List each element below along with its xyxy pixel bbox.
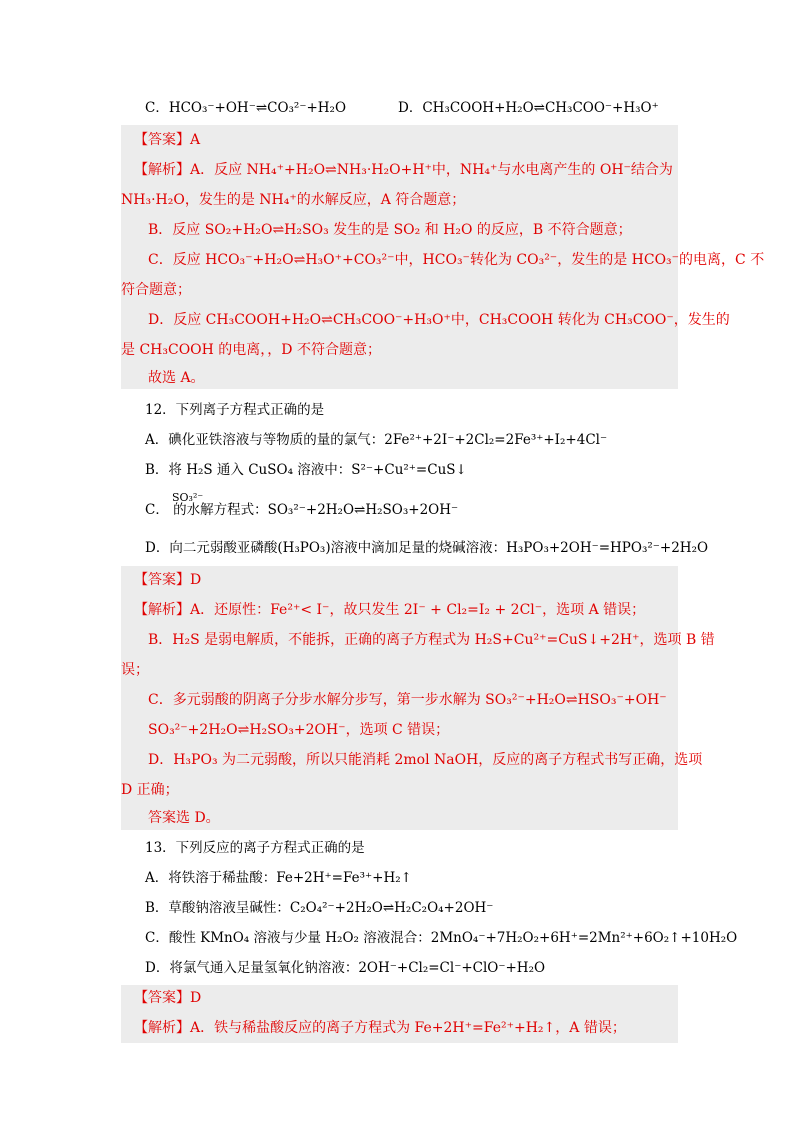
q12-analysis-line: B．H₂S 是弱电解质，不能拆，正确的离子方程式为 H₂S+Cu²⁺=CuS↓+2H⁺，选项 B 错: [148, 632, 715, 648]
q13-analysis-line: 【解析】A．铁与稀盐酸反应的离子方程式为 Fe+2H⁺=Fe²⁺+H₂↑，A 错误；: [134, 1020, 626, 1036]
q12-analysis-line: 误；: [121, 662, 149, 678]
q11-analysis-line: D．反应 CH₃COOH+H₂O⇌CH₃COO⁻+H₃O⁺中，CH₃COOH 转化为 CH₃COO⁻，发生的: [148, 312, 730, 328]
q13-stem: 13．下列反应的离子方程式正确的是: [145, 840, 365, 856]
q12-option-c: C． 的水解方程式：SO₃²⁻+2H₂O⇌H₂SO₃+2OH⁻: [145, 502, 459, 518]
q12-analysis-line: 答案选 D。: [148, 810, 220, 826]
q11-analysis-line: 【解析】A．反应 NH₄⁺+H₂O⇌NH₃·H₂O+H⁺中，NH₄⁺与水电离产生的 OH⁻结合为: [134, 162, 673, 178]
q13-option-a: A．将铁溶于稀盐酸：Fe+2H⁺=Fe³⁺+H₂↑: [145, 870, 412, 886]
q12-option-a: A．碘化亚铁溶液与等物质的量的氯气：2Fe²⁺+2I⁻+2Cl₂=2Fe³⁺+I₂+4Cl⁻: [145, 432, 608, 448]
q11-analysis-line: 符合题意；: [121, 282, 191, 298]
q12-stem: 12．下列离子方程式正确的是: [145, 402, 325, 418]
q12-analysis-line: D 正确；: [121, 782, 179, 798]
q13-option-d: D．将氯气通入足量氢氧化钠溶液：2OH⁻+Cl₂=Cl⁻+ClO⁻+H₂O: [145, 960, 546, 976]
q12-analysis-line: C．多元弱酸的阴离子分步水解分步写，第一步水解为 SO₃²⁻+H₂O⇌HSO₃⁻+OH⁻: [148, 692, 667, 708]
q11-analysis-line: 是 CH₃COOH 的电离，，D 不符合题意；: [121, 342, 381, 358]
q12-analysis-line: D．H₃PO₃ 为二元弱酸，所以只能消耗 2mol NaOH，反应的离子方程式书写正确，选项: [148, 752, 703, 768]
q12-option-c-formula: SO₃²⁻: [172, 491, 204, 504]
q12-analysis-line: 【解析】A．还原性：Fe²⁺< I⁻，故只发生 2I⁻ + Cl₂=I₂ + 2Cl⁻，选项 A 错误；: [134, 602, 646, 618]
q11-analysis-line: B．反应 SO₂+H₂O⇌H₂SO₃ 发生的是 SO₂ 和 H₂O 的反应，B 不符合题意；: [148, 222, 632, 238]
q13-option-c: C．酸性 KMnO₄ 溶液与少量 H₂O₂ 溶液混合：2MnO₄⁻+7H₂O₂+6H⁺=2Mn²⁺+6O₂↑+10H₂O: [145, 930, 738, 946]
q12-answer: 【答案】D: [134, 572, 202, 588]
q11-option-c: C．HCO₃⁻+OH⁻⇌CO₃²⁻+H₂O: [145, 100, 347, 116]
q13-option-b: B．草酸钠溶液呈碱性：C₂O₄²⁻+2H₂O⇌H₂C₂O₄+2OH⁻: [145, 900, 494, 916]
q11-analysis-line: C．反应 HCO₃⁻+H₂O⇌H₃O⁺+CO₃²⁻中，HCO₃⁻转化为 CO₃²⁻，发生的是 HCO₃⁻的电离，C 不: [148, 252, 765, 268]
q12-option-d: D．向二元弱酸亚磷酸(H₃PO₃)溶液中滴加足量的烧碱溶液：H₃PO₃+2OH⁻=HPO₃²⁻+2H₂O: [145, 540, 709, 556]
q11-analysis-line: NH₃·H₂O，发生的是 NH₄⁺的水解反应，A 符合题意；: [121, 192, 466, 208]
q11-analysis-line: 故选 A。: [148, 370, 205, 386]
q12-option-b: B．将 H₂S 通入 CuSO₄ 溶液中：S²⁻+Cu²⁺=CuS↓: [145, 462, 467, 478]
q12-analysis-line: SO₃²⁻+2H₂O⇌H₂SO₃+2OH⁻，选项 C 错误；: [148, 722, 450, 738]
q13-answer: 【答案】D: [134, 990, 202, 1006]
q11-option-d: D．CH₃COOH+H₂O⇌CH₃COO⁻+H₃O⁺: [398, 100, 659, 116]
q11-answer: 【答案】A: [134, 132, 201, 148]
